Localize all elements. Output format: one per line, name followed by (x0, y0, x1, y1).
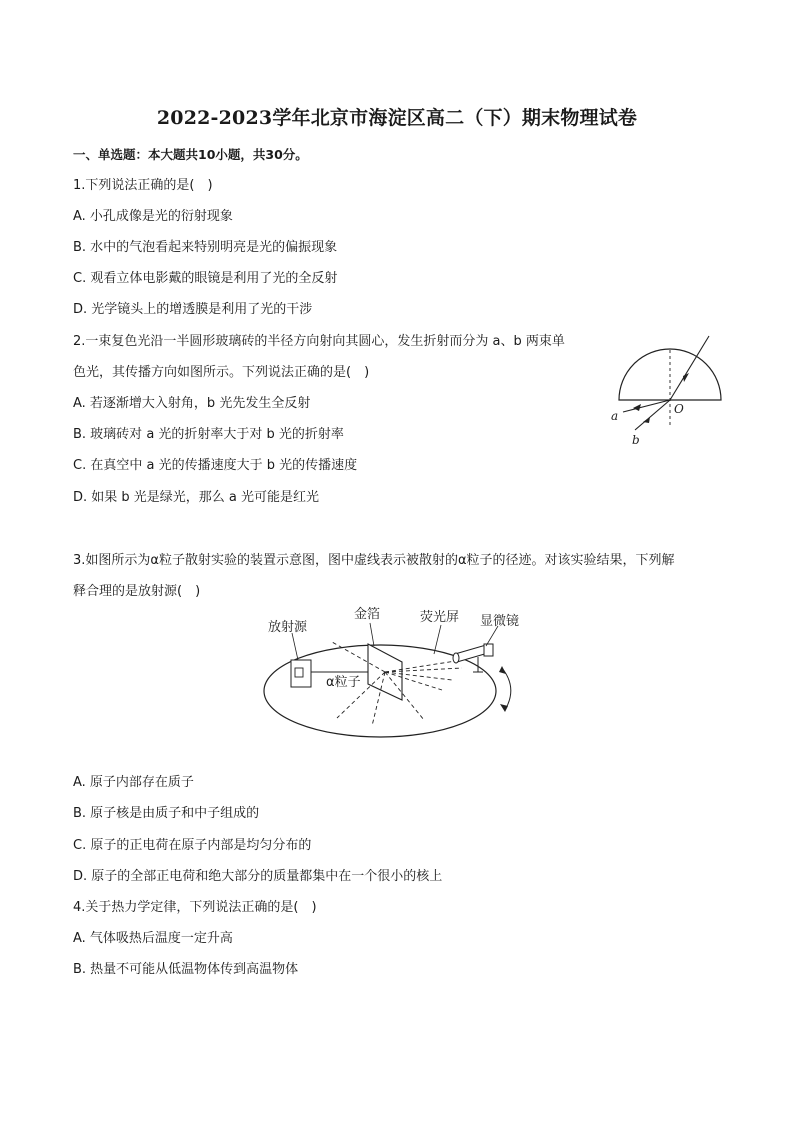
q3-stem-line2: 释合理的是放射源( ) (73, 584, 201, 599)
q3-figure-alpha-scattering (262, 600, 532, 758)
q3-option-a: A. 原子内部存在质子 (73, 775, 194, 790)
page-title: 2022-2023学年北京市海淀区高二（下）期末物理试卷 (156, 107, 638, 129)
q3-label-screen: 荧光屏 (420, 610, 460, 625)
q1-stem: 1.下列说法正确的是( ) (73, 178, 213, 193)
section-header: 一、单选题：本大题共10小题，共30分。 (73, 147, 308, 162)
q2-stem-line1: 2.一束复色光沿一半圆形玻璃砖的半径方向射向其圆心，发生折射而分为 a、b 两束单 (73, 334, 565, 349)
q3-stem-line1: 3.如图所示为α粒子散射实验的装置示意图，图中虚线表示被散射的α粒子的径迹。对该实验结果，下列解 (73, 553, 675, 568)
q2-label-b: b (632, 433, 640, 447)
q2-label-a: a (611, 409, 619, 423)
q3-label-source: 放射源 (268, 620, 308, 635)
q2-option-a: A. 若逐渐增大入射角，b 光先发生全反射 (73, 396, 311, 411)
q1-option-c: C. 观看立体电影戴的眼镜是利用了光的全反射 (73, 271, 338, 286)
q2-option-b: B. 玻璃砖对 a 光的折射率大于对 b 光的折射率 (73, 427, 344, 442)
q3-option-c: C. 原子的正电荷在原子内部是均匀分布的 (73, 838, 312, 853)
q2-stem-line2: 色光，其传播方向如图所示。下列说法正确的是( ) (73, 365, 370, 380)
q2-option-d: D. 如果 b 光是绿光，那么 a 光可能是红光 (73, 490, 320, 505)
q1-option-a: A. 小孔成像是光的衍射现象 (73, 209, 233, 224)
q2-option-c: C. 在真空中 a 光的传播速度大于 b 光的传播速度 (73, 458, 358, 473)
q2-label-o: O (674, 402, 684, 416)
q3-option-d: D. 原子的全部正电荷和绝大部分的质量都集中在一个很小的核上 (73, 869, 443, 884)
q4-stem: 4.关于热力学定律，下列说法正确的是( ) (73, 900, 317, 915)
q3-option-b: B. 原子核是由质子和中子组成的 (73, 806, 260, 821)
q2-figure-glass-brick (605, 330, 730, 450)
q1-option-b: B. 水中的气泡看起来特别明亮是光的偏振现象 (73, 240, 338, 255)
q4-option-a: A. 气体吸热后温度一定升高 (73, 931, 233, 946)
q1-option-d: D. 光学镜头上的增透膜是利用了光的干涉 (73, 302, 313, 317)
q3-label-foil: 金箔 (354, 607, 381, 622)
q4-option-b: B. 热量不可能从低温物体传到高温物体 (73, 962, 299, 977)
q3-label-alpha: α粒子 (326, 675, 361, 690)
q3-label-microscope: 显微镜 (480, 614, 520, 629)
